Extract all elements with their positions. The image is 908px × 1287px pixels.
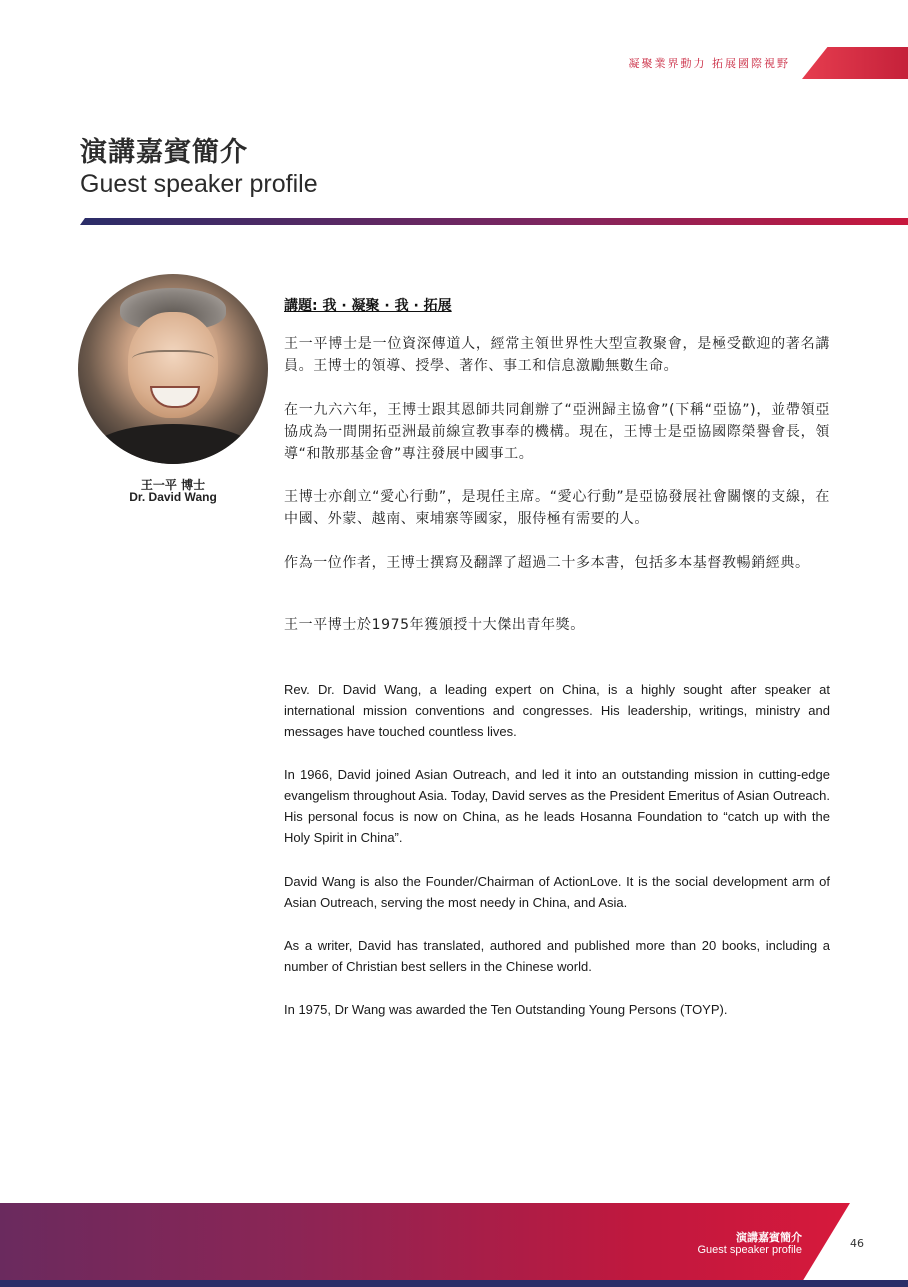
bio-zh-paragraph: 作為一位作者，王博士撰寫及翻譯了超過二十多本書，包括多本基督教暢銷經典。 <box>284 555 810 571</box>
header-tagline: 凝聚業界動力 拓展國際視野 <box>628 57 790 70</box>
header-accent-tab <box>802 47 908 79</box>
speaker-name-en: Dr. David Wang <box>129 490 217 504</box>
footer-section-zh: 演講嘉賓簡介 <box>736 1231 802 1244</box>
footer-section-en: Guest speaker profile <box>697 1244 802 1256</box>
bio-en-paragraph: As a writer, David has translated, authored and published more than 20 books, including a number of Christian best sellers in the Chinese world. <box>284 938 830 974</box>
title-divider <box>80 218 908 225</box>
talk-topic: 講題: 我 · 凝聚 · 我 · 拓展 <box>284 298 452 314</box>
bio-zh-paragraph: 在一九六六年，王博士跟其恩師共同創辦了“亞洲歸主協會”(下稱“亞協”)，並帶領亞協成為一間開拓亞洲最前線宣教事奉的機構。現在，王博士是亞協國際榮譽會長，領導“和散那基金會”專注發展中國事工。 <box>284 402 830 462</box>
speaker-photo <box>78 274 268 464</box>
bio-zh-paragraph: 王博士亦創立“愛心行動”，是現任主席。“愛心行動”是亞協發展社會關懷的支線，在中國、外蒙、越南、柬埔寨等國家，服侍極有需要的人。 <box>284 489 830 527</box>
photo-coat <box>88 424 258 464</box>
bio-zh-paragraph: 王一平博士於1975年獲頒授十大傑出青年獎。 <box>284 617 585 633</box>
bio-en-paragraph: Rev. Dr. David Wang, a leading expert on China, is a highly sought after speaker at international mission conventions and congresses. His leadership, writings, ministry and messages have touched countless lives. <box>284 682 830 739</box>
bio-en-paragraph: In 1975, Dr Wang was awarded the Ten Outstanding Young Persons (TOYP). <box>284 1002 728 1017</box>
photo-glasses <box>132 350 214 372</box>
page-number: 46 <box>850 1237 864 1250</box>
page-title-en: Guest speaker profile <box>80 170 318 198</box>
speaker-name-zh: 王一平 博士 <box>140 478 206 492</box>
bio-en-paragraph: In 1966, David joined Asian Outreach, and led it into an outstanding mission in cutting-edge evangelism throughout Asia. Today, David serves as the President Emeritus of Asian Outreach. His personal focus is now on China, as he leads Hosanna Foundation to “catch up with the Holy Spirit in China”. <box>284 767 830 845</box>
footer-bar <box>0 1280 908 1287</box>
page-title-zh: 演講嘉賓簡介 <box>80 137 248 168</box>
bio-en-paragraph: David Wang is also the Founder/Chairman of ActionLove. It is the social development arm of Asian Outreach, serving the most needy in China, and Asia. <box>284 874 830 910</box>
bio-zh-paragraph: 王一平博士是一位資深傳道人，經常主領世界性大型宣教聚會，是極受歡迎的著名講員。王博士的領導、授學、著作、事工和信息激勵無數生命。 <box>284 336 830 374</box>
